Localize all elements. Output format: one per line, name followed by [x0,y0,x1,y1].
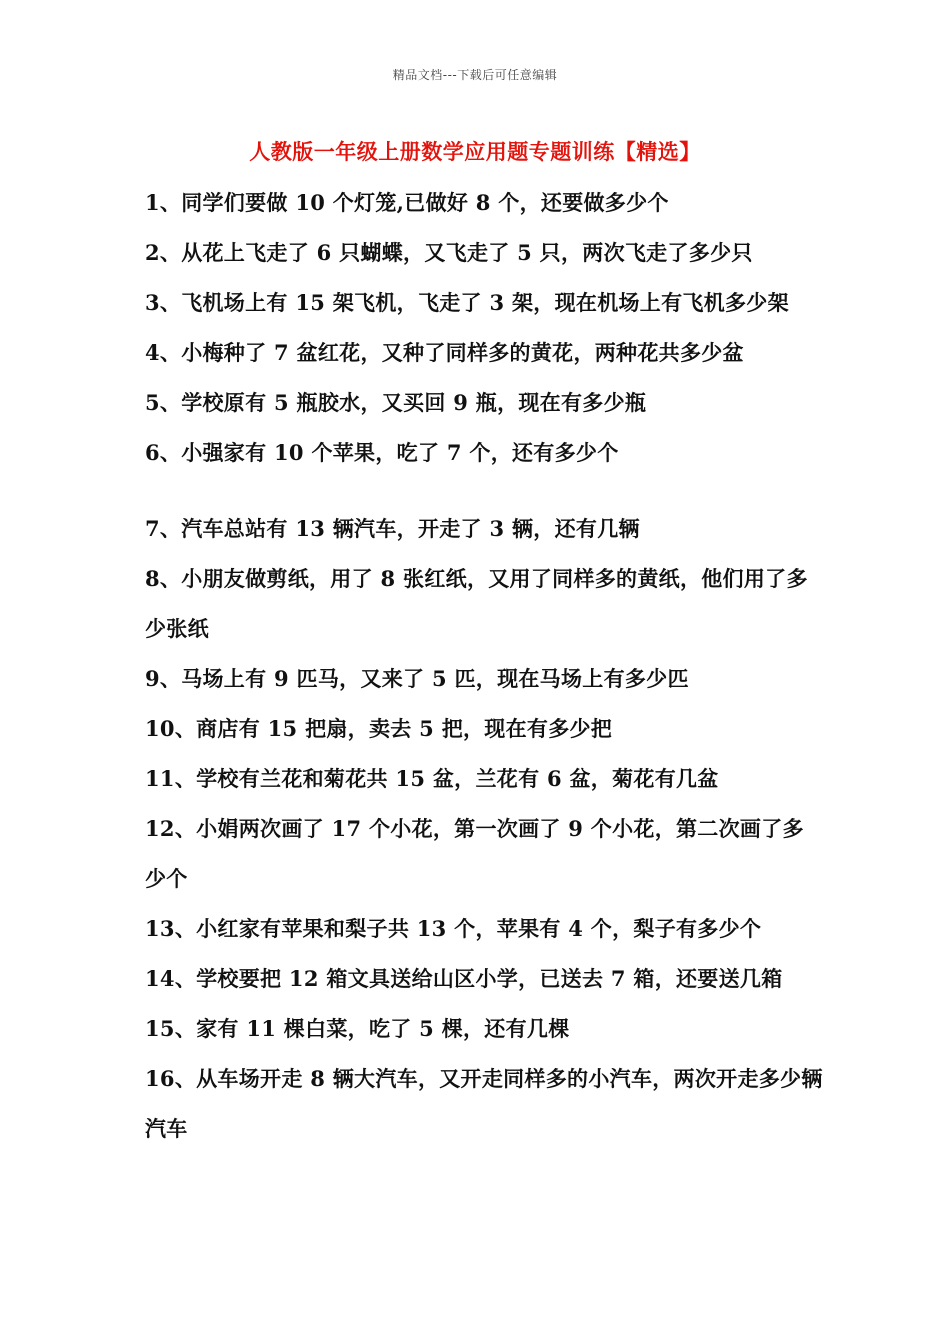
header-note: 精品文档---下载后可任意编辑 [392,68,558,82]
problem-item: 7、汽车总站有 13 辆汽车，开走了 3 辆，还有几辆 [145,516,640,541]
problem-list [145,178,825,1154]
problem-item: 1、同学们要做 10 个灯笼,已做好 8 个，还要做多少个 [145,190,669,215]
problem-item: 6、小强家有 10 个苹果，吃了 7 个，还有多少个 [145,440,619,465]
problem-item: 10、商店有 15 把扇，卖去 5 把，现在有多少把 [145,716,613,741]
problem-item: 4、小梅种了 7 盆红花，又种了同样多的黄花，两种花共多少盆 [145,340,744,365]
problem-item: 3、飞机场上有 15 架飞机，飞走了 3 架，现在机场上有飞机多少架 [145,290,789,315]
problem-item: 8、小朋友做剪纸，用了 8 张红纸，又用了同样多的黄纸，他们用了多少张纸 [145,566,808,641]
problem-item: 14、学校要把 12 箱文具送给山区小学，已送去 7 箱，还要送几箱 [145,966,783,991]
problem-item: 13、小红家有苹果和梨子共 13 个，苹果有 4 个，梨子有多少个 [145,916,762,941]
problem-item: 11、学校有兰花和菊花共 15 盆，兰花有 6 盆，菊花有几盆 [145,766,719,791]
problem-item: 15、家有 11 棵白菜，吃了 5 棵，还有几棵 [145,1016,570,1041]
document-title: 人教版一年级上册数学应用题专题训练【精选】 [249,139,701,164]
problem-item: 5、学校原有 5 瓶胶水，又买回 9 瓶，现在有多少瓶 [145,390,647,415]
problem-item: 12、小娟两次画了 17 个小花，第一次画了 9 个小花，第二次画了多少个 [145,816,804,891]
problem-item: 16、从车场开走 8 辆大汽车，又开走同样多的小汽车，两次开走多少辆汽车 [145,1066,823,1141]
problem-item: 2、从花上飞走了 6 只蝴蝶，又飞走了 5 只，两次飞走了多少只 [145,240,753,265]
problem-item: 9、马场上有 9 匹马，又来了 5 匹，现在马场上有多少匹 [145,666,689,691]
